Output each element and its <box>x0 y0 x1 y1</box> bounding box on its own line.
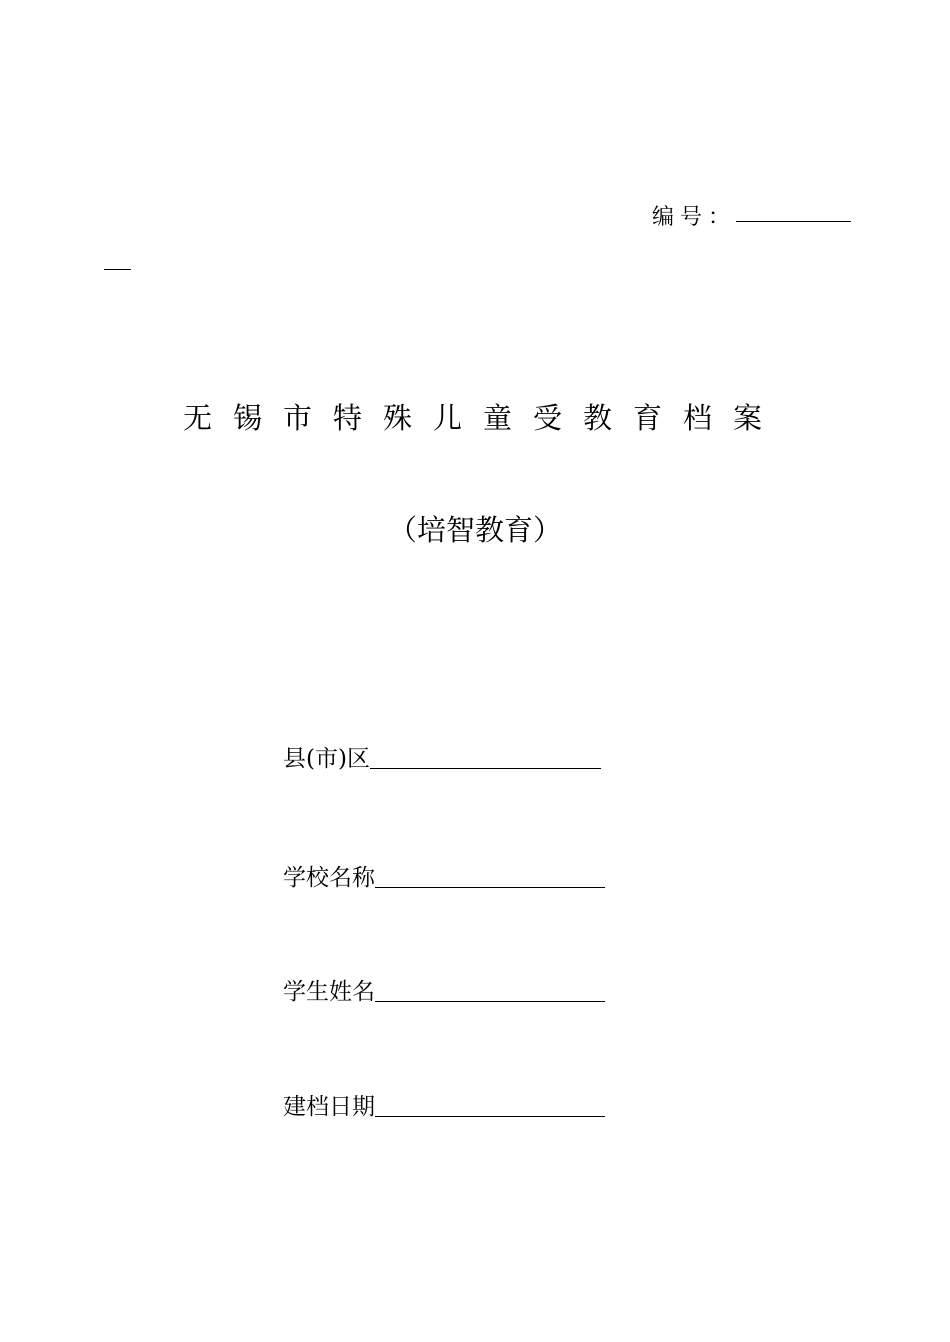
document-title: 无锡市特殊儿童受教育档案 <box>182 401 783 435</box>
serial-number-blank <box>736 220 851 222</box>
school-name-field <box>283 862 605 894</box>
document-subtitle: （培智教育） <box>387 513 562 547</box>
district-blank <box>370 767 601 769</box>
school-name-blank <box>375 886 605 888</box>
filing-date-field <box>283 1091 605 1123</box>
serial-number-blank-continuation <box>104 269 131 270</box>
filing-date-blank <box>375 1115 605 1117</box>
student-name-label: 学生姓名 <box>283 979 375 1005</box>
school-name-label: 学校名称 <box>283 865 375 891</box>
district-field <box>283 743 601 775</box>
serial-number-row <box>652 203 851 233</box>
student-name-blank <box>375 1000 605 1002</box>
filing-date-label: 建档日期 <box>283 1094 375 1120</box>
serial-number-label: 编号： <box>652 205 737 230</box>
district-label: 县(市)区 <box>283 746 370 772</box>
student-name-field <box>283 976 605 1008</box>
